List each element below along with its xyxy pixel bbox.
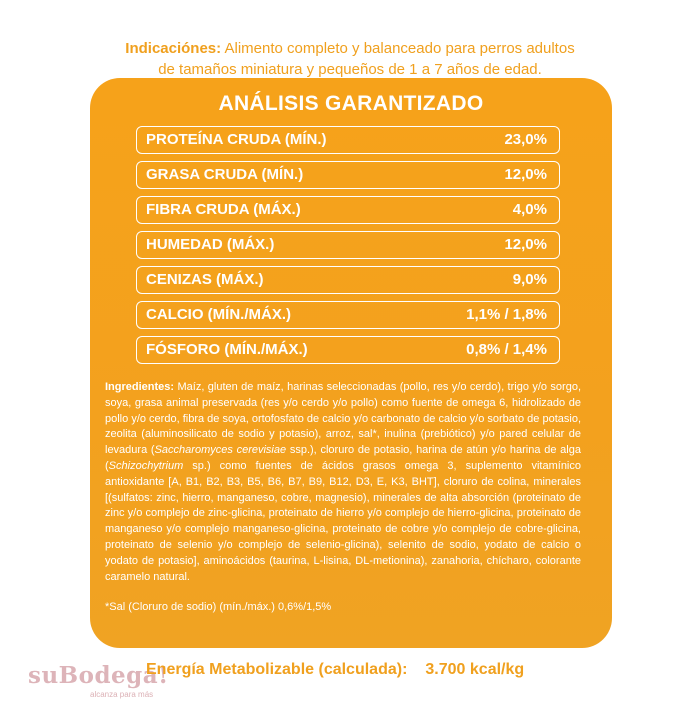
energy-label: Energía Metabolizable (calculada): bbox=[146, 661, 408, 678]
analysis-table bbox=[136, 126, 560, 371]
analysis-panel bbox=[90, 78, 612, 648]
row-value: 1,1% / 1,8% bbox=[466, 306, 547, 323]
row-name: HUMEDAD (MÁX.) bbox=[146, 236, 275, 253]
row-value: 12,0% bbox=[504, 236, 547, 253]
row-name: PROTEÍNA CRUDA (MÍN.) bbox=[146, 131, 327, 148]
salt-footnote: *Sal (Cloruro de sodio) (mín./máx.) 0,6%/1,5% bbox=[105, 601, 332, 613]
metabolizable-energy bbox=[146, 661, 524, 679]
ingredients-part2: ssp.), cloruro de potasio, harina de atún y/o harina de alga ( bbox=[105, 444, 581, 472]
row-value: 23,0% bbox=[504, 131, 547, 148]
energy-value: 3.700 kcal/kg bbox=[425, 661, 525, 678]
row-name: CALCIO (MÍN./MÁX.) bbox=[146, 306, 291, 323]
analysis-row bbox=[136, 231, 560, 259]
analysis-row bbox=[136, 196, 560, 224]
analysis-row bbox=[136, 266, 560, 294]
row-value: 12,0% bbox=[504, 166, 547, 183]
row-value: 0,8% / 1,4% bbox=[466, 341, 547, 358]
analysis-row bbox=[136, 301, 560, 329]
analysis-row bbox=[136, 126, 560, 154]
row-value: 4,0% bbox=[512, 201, 547, 218]
row-value: 9,0% bbox=[512, 271, 547, 288]
analysis-row bbox=[136, 161, 560, 189]
indications-label: Indicaciónes: bbox=[125, 40, 222, 57]
indications-line2: de tamaños miniatura y pequeños de 1 a 7 años de edad. bbox=[158, 61, 542, 78]
ingredients-part1: Maíz, gluten de maíz, harinas seleccionadas (pollo, res y/o cerdo), trigo y/o sorgo, soya, grasa animal preservada (res y/o cerdo y/o pollo) como fuente de omega 6, hidrolizado de pollo y/o cerdo, fibra de soya, ortofosfato de calcio y/o carbonato de calcio y/o sorbato de potasio, zeolita (aluminosilicato de sodio y potasio), arroz, sal*, inulina (prebiótico) y/o pared celular de levadura ( bbox=[105, 381, 582, 457]
ingredients-label: Ingredientes: bbox=[105, 381, 175, 393]
row-name: GRASA CRUDA (MÍN.) bbox=[146, 166, 304, 183]
watermark-brand: suBodega! bbox=[28, 662, 169, 689]
watermark-tagline: alcanza para más bbox=[90, 690, 154, 699]
analysis-title: ANÁLISIS GARANTIZADO bbox=[218, 92, 484, 115]
row-name: FIBRA CRUDA (MÁX.) bbox=[146, 201, 301, 218]
row-name: CENIZAS (MÁX.) bbox=[146, 271, 264, 288]
indications-text bbox=[70, 38, 630, 80]
ingredients-text bbox=[105, 380, 581, 585]
species-name: Schizochytrium bbox=[108, 459, 184, 472]
species-name: Saccharomyces cerevisiae bbox=[154, 444, 287, 457]
analysis-row bbox=[136, 336, 560, 364]
ingredients-part3: sp.) como fuentes de ácidos grasos omega 3, suplemento vitamínico antioxidante [A, B1, B2, B3, B5, B6, B7, B9, B12, D3, E, K3, BHT], cloruro de colina, minerales [(sulfatos: zinc, hierro, manganeso, cobre, magnesio), minerales de alta absorción (proteinato de zinc y/o complejo de zinc-glicina, proteinato de hierro y/o complejo de hierro-glicina, proteinato de manganeso y/o complejo manganeso-glicina, proteinato de cobre y/o complejo de cobre-glicina, proteinato de selenio y/o complejo de selenio-glicina), selenito de sodio, yodato de calcio o yodato de potasio], aminoácidos (taurina, L-lisina, DL-metionina), zanahoria, chícharo, colorante caramelo natural. bbox=[105, 459, 581, 583]
row-name: FÓSFORO (MÍN./MÁX.) bbox=[146, 341, 308, 358]
indications-line1: Alimento completo y balanceado para perros adultos bbox=[224, 40, 575, 57]
